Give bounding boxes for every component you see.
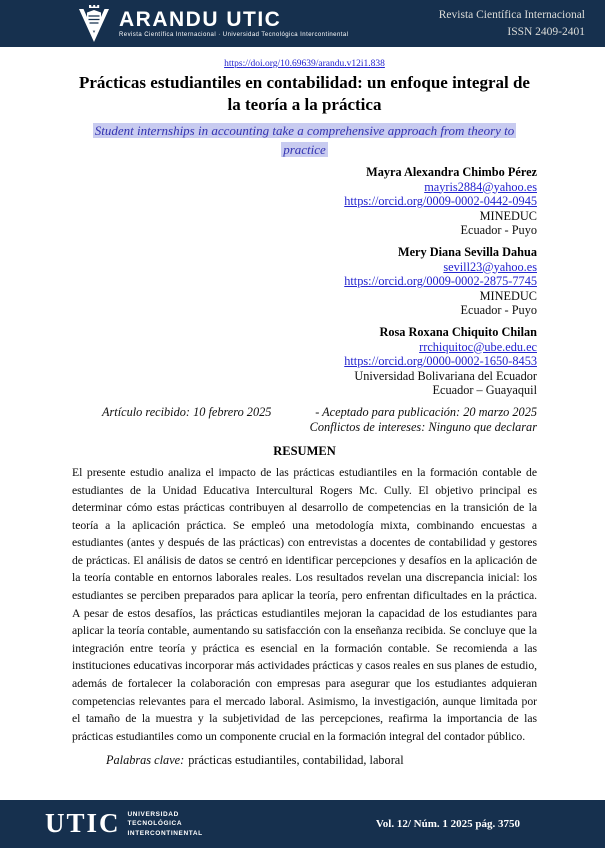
author-affiliation: Universidad Bolivariana del Ecuador (354, 368, 537, 383)
footer-utic-name-line1: UNIVERSIDAD (127, 810, 179, 818)
author-name: Mayra Alexandra Chimbo Pérez (366, 165, 537, 179)
author-email-link[interactable]: sevill23@yahoo.es (443, 259, 537, 274)
article-title-en-line2: practice (283, 142, 326, 157)
conflicts-note: Conflictos de intereses: Ninguno que declarar (309, 420, 537, 435)
journal-brand (76, 4, 348, 44)
footer-utic-acronym: UTIC (45, 808, 121, 839)
received-date: Artículo recibido: 10 febrero 2025 (102, 404, 272, 419)
accepted-date: - Aceptado para publicación: 20 marzo 2025 (315, 404, 537, 419)
footer-utic-name-line2: TECNOLÓGICA (127, 820, 183, 828)
journal-meta (439, 7, 585, 39)
footer-utic-name-line3: INTERCONTINENTAL (127, 829, 203, 837)
author-block (72, 165, 537, 238)
footer-utic-name (128, 810, 203, 838)
brand-text (119, 9, 348, 38)
article-title-en-line1: Student internships in accounting take a comprehensive approach from theory to (94, 123, 515, 138)
abstract-text: El presente estudio analiza el impacto de las prácticas estudiantiles en la formación contable de estudiantes de la Unidad Educativa Intercultural Rogers Mc. Cully. El objetivo principal es determinar cómo estas prácticas contribuyen al desarrollo de competencias en la transición de la teoría a la aplicación práctica. Se empleó una metodología mixta, combinando encuestas a estudiantes (antes y después de las prácticas) con entrevistas a docentes de contabilidad y gestores de prácticas. El análisis de datos se centró en identificar percepciones y desafíos en la aplicación de la teoría contable en entornos laborales reales. Los resultados revelan una discrepancia inicial: los estudiantes se perciben preparados para aplicar la teoría, pero enfrentan dificultades en la práctica. A pesar de estos desafíos, las prácticas estudiantiles mejoran la capacidad de los estudiantes para aplicar la teoría contable, aumentando su satisfacción con la enseñanza recibida. Se concluye que la integración entre teoría y práctica es esencial en la formación contable. Se recomienda a las instituciones educativas incorporar más actividades prácticas y casos reales en sus planes de estudio, además de fortalecer la colaboración con empresas para asegurar que los estudiantes adquieran competencias relevantes para el mercado laboral. Asimismo, la investigación, aunque limitada por el tamaño de la muestra y la subjetividad de las percepciones, reafirma la importancia de las prácticas estudiantiles como un componente crucial en la formación integral del contador público. (72, 465, 537, 743)
article-title (72, 72, 537, 115)
author-orcid-link[interactable]: https://orcid.org/0000-0002-1650-8453 (344, 354, 537, 369)
footer-utic-logo (45, 810, 203, 838)
article-title-line2: la teoría a la práctica (227, 94, 382, 114)
brand-tagline: Revista Científica Internacional · Universidad Tecnológica Intercontinental (119, 32, 349, 38)
author-email-link[interactable]: rrchiquitoc@ube.edu.ec (419, 339, 537, 354)
author-affiliation: MINEDUC (479, 208, 537, 223)
issue-info: Vol. 12/ Núm. 1 2025 pág. 3750 (375, 818, 520, 830)
keywords-line (72, 753, 537, 768)
journal-issn: ISSN 2409-2401 (507, 25, 585, 38)
utic-crest-icon (76, 4, 112, 44)
authors-section (72, 165, 537, 398)
author-email-link[interactable]: mayris2884@yahoo.es (424, 179, 537, 194)
author-location: Ecuador - Puyo (460, 303, 537, 318)
journal-name: Revista Científica Internacional (438, 9, 585, 22)
dates-row (72, 405, 537, 421)
header-bar (0, 0, 605, 47)
doi-link[interactable]: https://doi.org/10.69639/arandu.v12i1.838 (224, 59, 385, 69)
abstract-heading: RESUMEN (273, 443, 336, 458)
author-orcid-link[interactable]: https://orcid.org/0009-0002-0442-0945 (344, 194, 537, 209)
author-orcid-link[interactable]: https://orcid.org/0009-0002-2875-7745 (344, 274, 537, 289)
author-location: Ecuador - Puyo (460, 223, 537, 238)
footer-bar (0, 800, 605, 848)
author-block (72, 325, 537, 398)
article-title-en (72, 121, 537, 159)
article-title-line1: Prácticas estudiantiles en contabilidad: un enfoque integral de (79, 73, 530, 92)
author-block (72, 245, 537, 318)
author-affiliation: MINEDUC (479, 288, 537, 303)
author-location: Ecuador – Guayaquil (432, 383, 537, 398)
article-content (0, 59, 605, 768)
doi-line (72, 59, 537, 69)
brand-name: ARANDU UTIC (119, 8, 282, 31)
author-name: Mery Diana Sevilla Dahua (397, 244, 537, 259)
keywords-label: Palabras clave: (106, 753, 185, 768)
author-name: Rosa Roxana Chiquito Chilan (379, 324, 537, 339)
keywords-text: prácticas estudiantiles, contabilidad, laboral (188, 753, 404, 768)
